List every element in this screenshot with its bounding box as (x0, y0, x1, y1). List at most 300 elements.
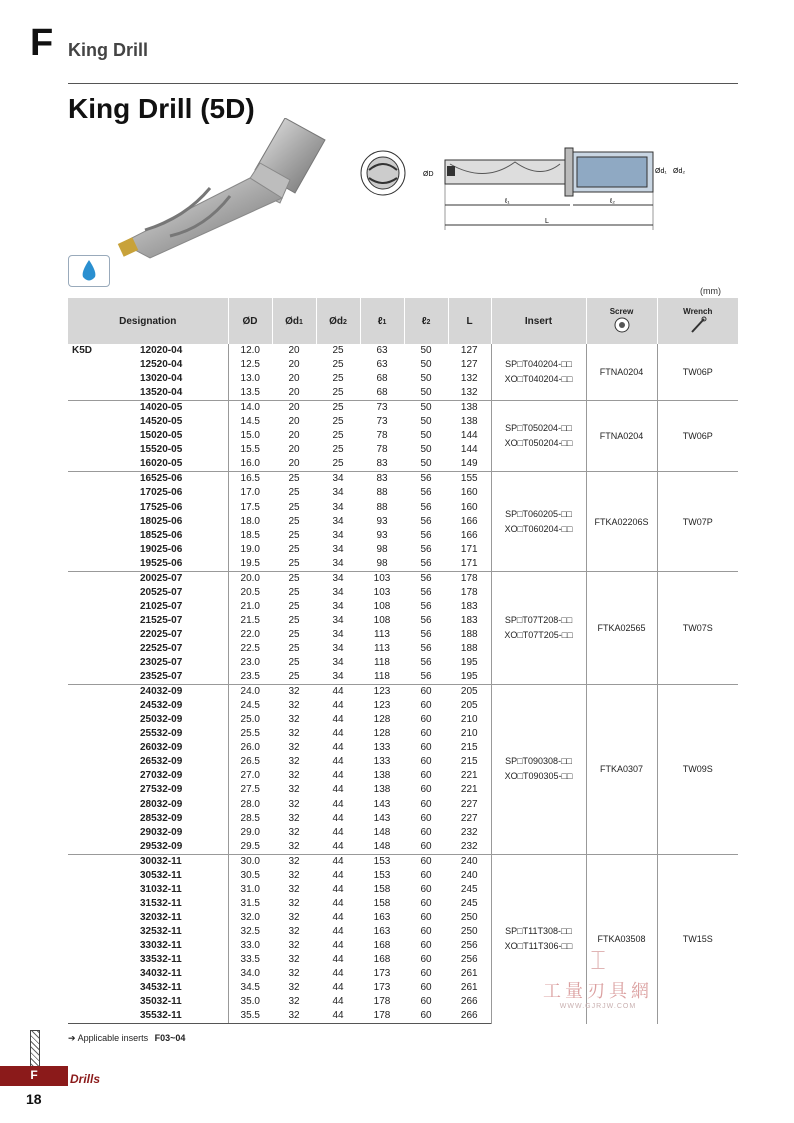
series-cell (68, 869, 136, 883)
cell-od1: 20 (288, 458, 300, 470)
cell-L: 166 (460, 529, 478, 541)
cell-od2: 34 (332, 501, 344, 513)
cell-od: 22.0 (228, 628, 272, 642)
cell-od1: 25 (288, 487, 300, 499)
cell-designation: 30032-11 (136, 854, 228, 869)
cell-od2: 34 (316, 571, 360, 586)
cell-od: 29.5 (228, 840, 272, 855)
cell-od1: 32 (288, 968, 300, 980)
cell-l2: 60 (420, 728, 432, 740)
series-cell (68, 897, 136, 911)
cell-l2: 56 (420, 643, 432, 654)
cell-l1: 98 (376, 543, 388, 555)
cell-l1: 83 (360, 472, 404, 487)
cell-designation: 32032-11 (140, 911, 182, 923)
cell-od2: 25 (332, 430, 344, 442)
cell-od: 30.0 (228, 854, 272, 869)
cell-designation: 21025-07 (140, 600, 183, 612)
cell-od: 21.5 (228, 614, 272, 628)
cell-od2: 44 (332, 840, 344, 852)
cell-L: 138 (460, 416, 478, 428)
cell-l2: 56 (420, 543, 432, 555)
col-designation: Designation (68, 298, 228, 344)
drawing-label-l1: ℓ₁ (505, 198, 510, 205)
cell-l2: 56 (420, 501, 432, 513)
cell-l2: 60 (420, 925, 432, 937)
cell-od: 24.0 (228, 685, 272, 700)
col-od1: Ød1 (272, 298, 316, 344)
insert-code: XO□T090305-□□ (504, 771, 573, 782)
cell-l2: 50 (404, 401, 448, 416)
applicable-inserts-note (68, 1033, 185, 1044)
watermark-text: 工量刃具網 (543, 981, 653, 1001)
cell-l2: 50 (420, 373, 432, 385)
cell-od2: 34 (332, 628, 344, 640)
section-tab: F (0, 1066, 68, 1084)
cell-L: 188 (460, 628, 478, 640)
cell-od2: 34 (316, 472, 360, 487)
cell-designation: 12520-04 (140, 359, 183, 371)
cell-L: 160 (460, 487, 478, 499)
cell-od: 14.0 (228, 401, 272, 416)
cell-designation: 29032-09 (140, 826, 183, 838)
cell-l1: 143 (373, 798, 391, 810)
cell-od2: 44 (332, 869, 344, 881)
cell-od1: 32 (272, 685, 316, 700)
cell-designation: 17025-06 (140, 487, 183, 499)
table-row (68, 344, 738, 358)
cell-l1: 88 (376, 501, 388, 513)
cell-od: 26.5 (228, 755, 272, 769)
cell-od1: 25 (288, 614, 300, 626)
cell-l2: 56 (420, 657, 432, 669)
series-cell (68, 741, 136, 755)
drawing-label-L: L (545, 218, 549, 225)
cell-L: 227 (460, 812, 478, 824)
insert-cell (491, 685, 586, 855)
cell-designation: 30532-11 (140, 869, 182, 881)
cell-od: 35.5 (228, 1009, 272, 1024)
wrench-cell: TW06P (657, 401, 738, 472)
cell-L: 195 (460, 657, 478, 669)
cell-l1: 93 (376, 515, 388, 527)
cell-od1: 32 (288, 911, 300, 923)
cell-l1: 118 (374, 657, 390, 669)
cell-l1: 153 (360, 854, 404, 869)
cell-od1: 32 (288, 982, 300, 994)
series-cell (68, 457, 136, 472)
cell-l2: 50 (420, 430, 432, 442)
unit-label: (mm) (700, 286, 721, 296)
cell-l1: 178 (373, 996, 391, 1008)
cell-l2: 50 (420, 444, 432, 456)
cell-l1: 178 (360, 1009, 404, 1024)
cell-L: 221 (460, 770, 478, 782)
cell-od1: 20 (272, 401, 316, 416)
series-cell (68, 713, 136, 727)
cell-od2: 25 (332, 444, 344, 456)
cell-od1: 25 (288, 543, 300, 555)
cell-L: 132 (460, 387, 478, 399)
cell-od2: 44 (316, 1009, 360, 1024)
cell-L: 171 (460, 557, 478, 569)
series-cell (68, 515, 136, 529)
cell-L: 144 (460, 444, 478, 456)
watermark-url: WWW.GJRJW.COM (559, 1003, 637, 1010)
cell-od2: 44 (332, 925, 344, 937)
cell-od1: 25 (288, 657, 300, 669)
cell-od2: 34 (332, 671, 344, 683)
cell-od: 13.5 (228, 386, 272, 401)
drawing-label-l2: ℓ₂ (610, 198, 615, 205)
cell-od1: 25 (288, 501, 300, 513)
cell-od: 27.0 (228, 769, 272, 783)
cell-designation: 29532-09 (140, 840, 183, 852)
cell-od1: 32 (288, 925, 300, 937)
cell-od: 26.0 (228, 741, 272, 755)
cell-od1: 32 (288, 869, 300, 881)
cell-od1: 32 (272, 854, 316, 869)
insert-cell (491, 571, 586, 684)
series-cell (68, 386, 136, 401)
series-cell (68, 840, 136, 855)
cell-od: 27.5 (228, 783, 272, 797)
series-cell (68, 783, 136, 797)
cell-l2: 60 (420, 982, 432, 994)
cell-designation: 31032-11 (140, 883, 182, 895)
cell-L: 232 (460, 826, 478, 838)
cell-L: 240 (460, 869, 478, 881)
cell-designation: 34532-11 (140, 982, 182, 994)
cell-od1: 25 (272, 472, 316, 487)
screw-cell: FTNA0204 (586, 401, 657, 472)
cell-designation: 27032-09 (140, 770, 183, 782)
cell-designation: 14520-05 (140, 416, 183, 428)
cell-od2: 44 (316, 854, 360, 869)
cell-l1: 93 (376, 529, 388, 541)
cell-od2: 25 (332, 387, 344, 399)
cell-l1: 73 (360, 401, 404, 416)
cell-L: 160 (460, 501, 478, 513)
series-cell (68, 953, 136, 967)
cell-od: 23.5 (228, 670, 272, 685)
cell-od2: 34 (332, 529, 344, 541)
cell-od: 18.0 (228, 515, 272, 529)
drawing-label-od1: Ød₁ (655, 168, 667, 175)
section-letter: F (30, 22, 54, 64)
insert-code: XO□T11T306-□□ (504, 941, 573, 952)
cell-l1: 133 (373, 742, 391, 754)
cell-designation: 12020-04 (140, 345, 183, 357)
wrench-cell: TW07S (657, 571, 738, 684)
cell-l1: 168 (373, 954, 391, 966)
insert-code: SP□T040204-□□ (505, 359, 572, 370)
series-cell (68, 557, 136, 572)
drawing-label-od: ØD (423, 171, 434, 178)
cell-l2: 56 (420, 515, 432, 527)
series-cell (68, 769, 136, 783)
cell-designation: 18525-06 (140, 529, 183, 541)
cell-l1: 128 (373, 728, 391, 740)
cell-od2: 25 (316, 401, 360, 416)
cell-L: 215 (460, 742, 478, 754)
cell-od2: 44 (332, 939, 344, 951)
cell-l2: 60 (420, 784, 432, 796)
spec-table (68, 298, 738, 1024)
insert-code: XO□T07T205-□□ (504, 629, 573, 640)
series-cell (68, 656, 136, 670)
cell-l2: 56 (420, 529, 432, 541)
cell-l1: 78 (376, 444, 388, 456)
cell-L: 183 (460, 614, 478, 626)
cell-l1: 68 (376, 387, 388, 399)
table-row (68, 854, 738, 869)
cell-L: 132 (460, 373, 478, 385)
cell-od2: 44 (332, 883, 344, 895)
screw-cell: FTNA0204 (586, 344, 657, 401)
cell-l1: 88 (376, 487, 388, 499)
cell-od1: 25 (272, 571, 316, 586)
cell-l2: 56 (420, 557, 432, 569)
cell-od: 25.0 (228, 713, 272, 727)
cell-l1: 168 (373, 939, 391, 951)
series-cell (68, 854, 136, 869)
drill-side-icon (30, 1030, 40, 1070)
cell-L: 149 (460, 458, 478, 470)
cell-l2: 50 (420, 458, 432, 470)
cell-od2: 44 (332, 784, 344, 796)
cell-L: 188 (460, 643, 478, 654)
coolant-badge (68, 255, 110, 287)
cell-od2: 44 (332, 770, 344, 782)
col-L: L (448, 298, 491, 344)
series-cell (68, 472, 136, 487)
watermark-logo-icon: ⌶ (590, 945, 606, 975)
series-cell (68, 529, 136, 543)
cell-designation: 31532-11 (140, 897, 182, 909)
cell-od2: 34 (332, 543, 344, 555)
series-cell (68, 642, 136, 656)
series-cell (68, 586, 136, 600)
wrench-cell: TW15S (657, 854, 738, 1024)
cell-od2: 44 (332, 996, 344, 1008)
cell-od1: 25 (288, 557, 300, 569)
cell-od1: 25 (288, 515, 300, 527)
col-od2: Ød2 (316, 298, 360, 344)
cell-od2: 44 (332, 728, 344, 740)
cell-l2: 56 (420, 628, 432, 640)
cell-od1: 32 (288, 756, 300, 768)
cell-L: 215 (460, 756, 478, 768)
cell-l1: 118 (374, 671, 390, 683)
cell-l2: 56 (404, 571, 448, 586)
cell-L: 245 (460, 897, 478, 909)
section-name: Drills (70, 1072, 101, 1086)
cell-l2: 60 (420, 770, 432, 782)
cell-od1: 32 (288, 784, 300, 796)
cell-L: 205 (460, 700, 478, 712)
cell-L: 178 (460, 586, 478, 598)
cell-od: 29.0 (228, 826, 272, 840)
cell-designation: 25032-09 (140, 714, 183, 726)
cell-l1: 103 (373, 586, 391, 598)
series-cell (68, 372, 136, 386)
cell-l2: 56 (404, 472, 448, 487)
screw-cell: FTKA02565 (586, 571, 657, 684)
cell-l1: 113 (374, 628, 390, 640)
cell-l1: 128 (373, 714, 391, 726)
cell-l1: 148 (373, 826, 391, 838)
series-cell (68, 1009, 136, 1024)
cell-od1: 25 (288, 671, 300, 683)
cell-designation: 33532-11 (140, 954, 182, 966)
cell-l2: 56 (420, 487, 432, 499)
cell-l2: 56 (420, 614, 432, 626)
cell-od1: 32 (288, 798, 300, 810)
cell-designation: 27532-09 (140, 784, 183, 796)
cell-od1: 25 (288, 529, 300, 541)
series-cell (68, 995, 136, 1009)
cell-l2: 56 (420, 671, 432, 683)
cell-designation: 21525-07 (140, 614, 183, 626)
series-cell (68, 826, 136, 840)
series-cell (68, 685, 136, 700)
cell-L: 210 (460, 728, 478, 740)
cell-l2: 60 (420, 954, 432, 966)
cell-l2: 50 (420, 387, 432, 399)
cell-l2: 60 (404, 854, 448, 869)
cell-od: 15.0 (228, 429, 272, 443)
cell-od2: 34 (332, 515, 344, 527)
table-row (68, 472, 738, 487)
cell-od1: 20 (288, 359, 300, 371)
cell-od: 16.5 (228, 472, 272, 487)
cell-l1: 123 (373, 700, 391, 712)
cell-L: 227 (460, 798, 478, 810)
cell-l2: 60 (404, 685, 448, 700)
cell-l1: 158 (373, 883, 391, 895)
cell-od1: 25 (288, 643, 300, 654)
cell-l1: 138 (373, 784, 391, 796)
cell-l1: 163 (373, 911, 391, 923)
cell-l1: 108 (373, 614, 391, 626)
cell-od: 24.5 (228, 699, 272, 713)
cell-od2: 44 (332, 700, 344, 712)
cell-od1: 32 (288, 714, 300, 726)
insert-cell (491, 344, 586, 401)
drawing-label-od2: Ød₂ (673, 168, 686, 175)
cell-od2: 34 (332, 600, 344, 612)
cell-designation: 20025-07 (136, 571, 228, 586)
cell-od: 28.5 (228, 812, 272, 826)
cell-od1: 32 (288, 770, 300, 782)
cell-designation: 19525-06 (140, 557, 183, 569)
cell-l1: 103 (360, 571, 404, 586)
series-cell (68, 798, 136, 812)
section-title: King Drill (68, 40, 148, 60)
cell-od1: 32 (288, 840, 300, 852)
col-screw: Screw (586, 298, 657, 344)
cell-L: 166 (460, 515, 478, 527)
cell-od: 13.0 (228, 372, 272, 386)
cell-L: 261 (460, 968, 478, 980)
series-cell (68, 883, 136, 897)
cell-designation: 22525-07 (140, 643, 183, 654)
cell-designation: 26032-09 (140, 742, 183, 754)
cell-od1: 32 (288, 897, 300, 909)
cell-od2: 25 (332, 359, 344, 371)
series-cell (68, 443, 136, 457)
cell-l1: 153 (373, 869, 391, 881)
cell-designation: 13520-04 (140, 387, 183, 399)
cell-designation: 17525-06 (140, 501, 183, 513)
col-l1: ℓ1 (360, 298, 404, 344)
insert-code: SP□T060205-□□ (505, 508, 572, 519)
cell-od: 31.0 (228, 883, 272, 897)
cell-designation: 28032-09 (140, 798, 183, 810)
cell-od: 32.5 (228, 925, 272, 939)
cell-l2: 60 (420, 742, 432, 754)
cell-od2: 44 (332, 812, 344, 824)
insert-code: XO□T050204-□□ (504, 438, 573, 449)
cell-l2: 60 (420, 883, 432, 895)
cell-designation: 32532-11 (140, 925, 182, 937)
cell-od2: 25 (332, 458, 344, 470)
page-title: King Drill (5D) (68, 93, 255, 124)
cell-od1: 32 (288, 728, 300, 740)
cell-od: 12.5 (228, 358, 272, 372)
series-cell (68, 543, 136, 557)
cell-l2: 60 (420, 756, 432, 768)
arrow-circle-icon: ➔ (68, 1033, 76, 1043)
cell-od2: 44 (332, 968, 344, 980)
cell-od1: 32 (288, 883, 300, 895)
cell-L: 183 (460, 600, 478, 612)
cell-L: 250 (460, 925, 478, 937)
cell-designation: 22025-07 (140, 628, 183, 640)
series-cell (68, 600, 136, 614)
cell-L: 256 (460, 954, 478, 966)
cell-l2: 60 (420, 700, 432, 712)
cell-od2: 25 (332, 416, 344, 428)
series-cell (68, 755, 136, 769)
cell-L: 240 (448, 854, 491, 869)
cell-l2: 60 (404, 1009, 448, 1024)
series-cell (68, 429, 136, 443)
cell-od2: 34 (332, 643, 344, 654)
cell-L: 127 (460, 345, 478, 357)
insert-code: XO□T060204-□□ (504, 523, 573, 534)
cell-l2: 60 (420, 714, 432, 726)
col-od: ØD (228, 298, 272, 344)
cell-od: 32.0 (228, 911, 272, 925)
cell-L: 245 (460, 883, 478, 895)
cell-od1: 32 (288, 939, 300, 951)
table-row (68, 401, 738, 416)
screw-cell: FTKA0307 (586, 685, 657, 855)
cell-od1: 32 (288, 700, 300, 712)
cell-designation: 33032-11 (140, 939, 182, 951)
cell-designation: 13020-04 (140, 373, 183, 385)
table-row (68, 571, 738, 586)
table-header-row (68, 298, 738, 344)
cell-l1: 113 (374, 643, 390, 654)
cell-L: 205 (448, 685, 491, 700)
series-label: K5D (72, 345, 93, 357)
cell-od: 35.0 (228, 995, 272, 1009)
cell-od2: 44 (332, 982, 344, 994)
cell-od2: 44 (332, 826, 344, 838)
